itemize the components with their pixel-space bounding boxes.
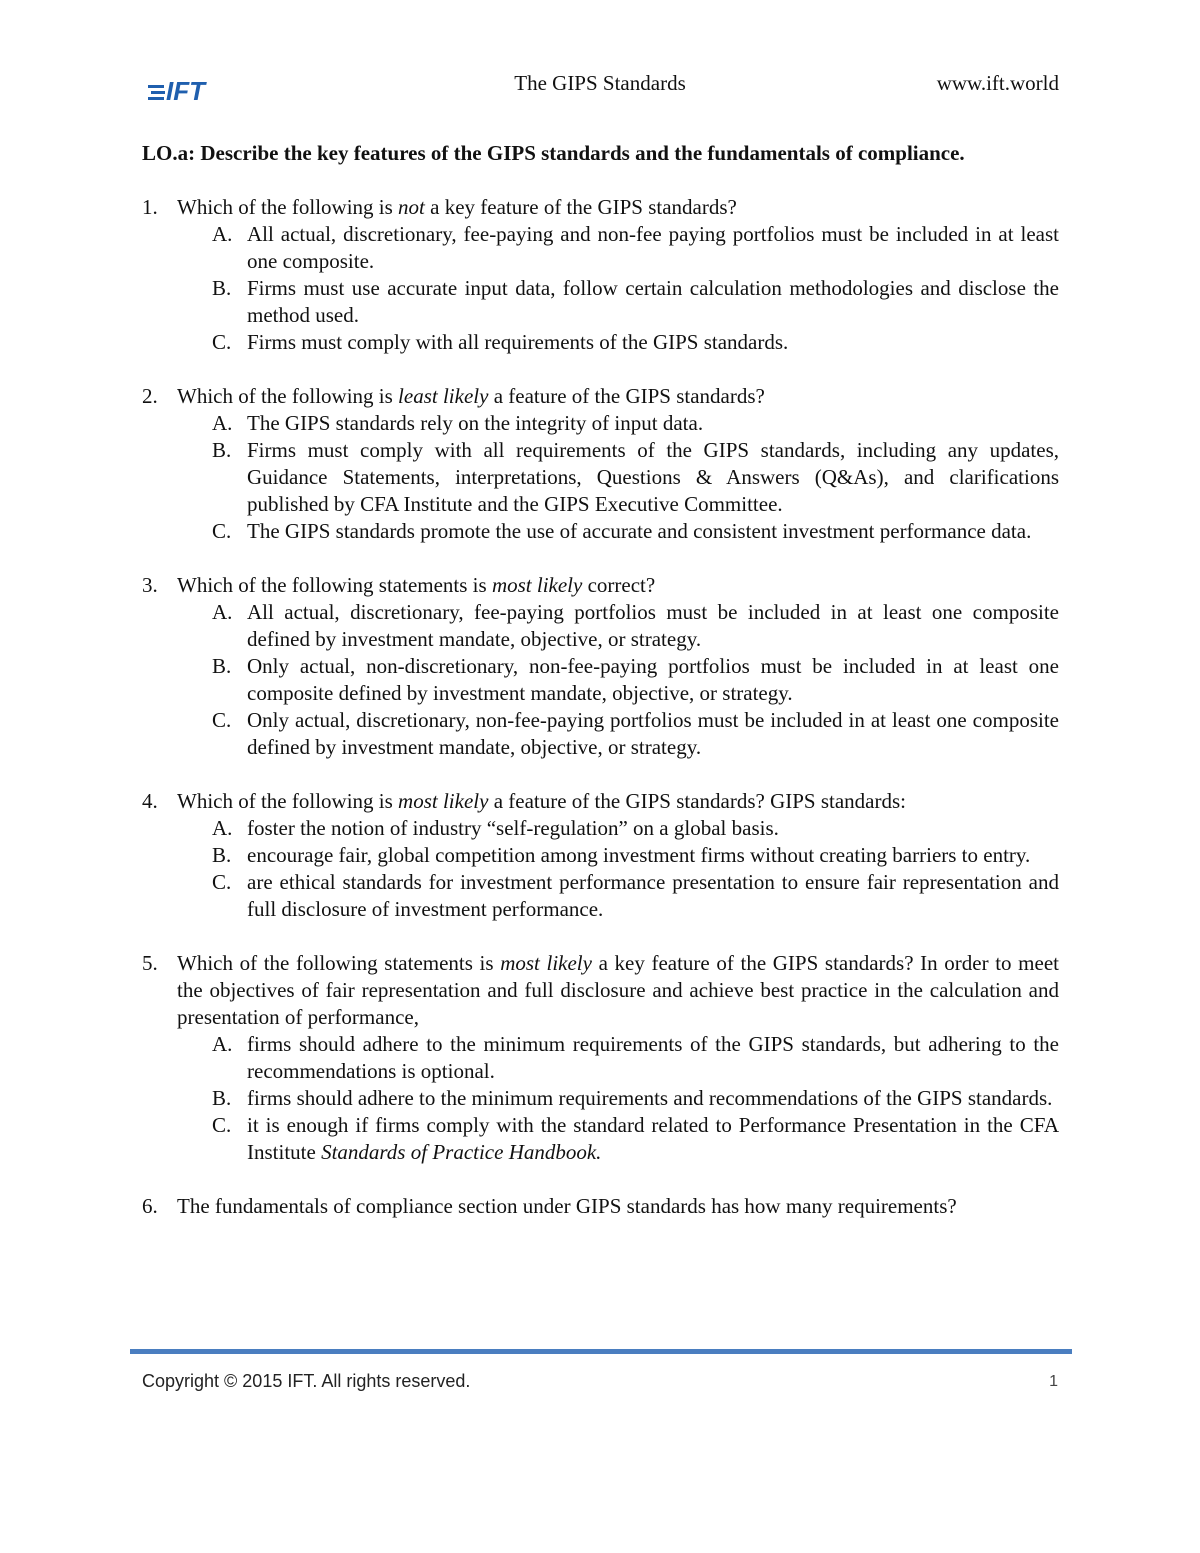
header-url: www.ift.world [936,71,1059,95]
question-list [142,194,1059,1220]
option-text [247,221,1059,275]
option-text [247,1112,1059,1166]
answer-option [212,518,1059,545]
question-text-post: a feature of the GIPS standards? [488,384,765,408]
option-text-main: encourage fair, global competition among investment firms without creating barriers to entry. [247,843,1031,867]
option-label: C. [212,870,232,894]
option-label: A. [212,222,233,246]
question-stem [142,572,1059,599]
question-text [177,383,1059,410]
question-text-post: correct? [582,573,656,597]
answer-option [212,1031,1059,1085]
option-text [247,1031,1059,1085]
option-text [247,815,1059,842]
option-text-main: Firms must use accurate input data, follow certain calculation methodologies and disclose the method used. [247,276,1059,327]
option-label: B. [212,438,232,462]
option-text-emphasis: Standards of Practice Handbook. [321,1140,602,1164]
option-text-main: Firms must comply with all requirements of the GIPS standards, including any updates, Guidance Statements, interpretations, Questions & Answers (Q&As), and clarifications published by CFA Institute and the GIPS Executive Committee. [247,438,1059,516]
question-5 [142,950,1059,1166]
question-stem [142,383,1059,410]
question-text [177,1193,1059,1220]
answer-option [212,842,1059,869]
question-stem [142,194,1059,221]
question-number: 4. [142,789,158,813]
question-text-emphasis: most likely [500,951,592,975]
answer-option [212,707,1059,761]
question-text-emphasis: least likely [398,384,489,408]
answer-option [212,1085,1059,1112]
question-text-pre: Which of the following is [177,195,399,219]
answer-option [212,221,1059,275]
option-text-main: Only actual, discretionary, non-fee-paying portfolios must be included in at least one composite defined by investment mandate, objective, or strategy. [247,708,1059,759]
question-text-post: a key feature of the GIPS standards? In order to meet the objectives of fair representation and full disclosure and achieve best practice in the calculation and presentation of performance, [177,951,1059,1029]
question-text-post: a key feature of the GIPS standards? [424,195,737,219]
option-text-main: are ethical standards for investment performance presentation to ensure fair representation and full disclosure of investment performance. [247,870,1059,921]
question-text [177,788,1059,815]
question-stem [142,788,1059,815]
question-text [177,572,1059,599]
option-label: B. [212,276,232,300]
option-label: B. [212,843,232,867]
answer-option [212,275,1059,329]
option-text [247,275,1059,329]
option-label: B. [212,1086,232,1110]
question-text [177,194,1059,221]
answer-option [212,1112,1059,1166]
answer-option [212,437,1059,518]
question-number: 6. [142,1194,158,1218]
answer-option [212,869,1059,923]
option-text-main: firms should adhere to the minimum requirements of the GIPS standards, but adhering to the recommendations is optional. [247,1032,1059,1083]
option-text [247,707,1059,761]
option-text [247,599,1059,653]
option-label: A. [212,816,233,840]
question-2 [142,383,1059,545]
header-title: The GIPS Standards [514,71,686,95]
answer-option [212,410,1059,437]
question-number: 5. [142,951,158,975]
question-text-post: a feature of the GIPS standards? GIPS standards: [488,789,907,813]
question-3 [142,572,1059,761]
question-4 [142,788,1059,923]
option-text-main: All actual, discretionary, fee-paying and non-fee paying portfolios must be included in at least one composite. [247,222,1059,273]
question-text-pre: Which of the following statements is [177,573,492,597]
question-6 [142,1193,1059,1220]
option-label: C. [212,708,232,732]
option-text [247,653,1059,707]
question-number: 3. [142,573,158,597]
option-text [247,518,1059,545]
question-number: 2. [142,384,158,408]
option-text-main: firms should adhere to the minimum requirements and recommendations of the GIPS standards. [247,1086,1053,1110]
option-label: B. [212,654,232,678]
option-text-main: All actual, discretionary, fee-paying portfolios must be included in at least one composite defined by investment mandate, objective, or strategy. [247,600,1059,651]
option-label: C. [212,519,232,543]
question-text-pre: Which of the following is [177,384,399,408]
answer-option [212,815,1059,842]
option-text-main: The GIPS standards rely on the integrity of input data. [247,411,704,435]
question-text-emphasis: most likely [491,573,583,597]
option-text [247,842,1059,869]
option-text [247,869,1059,923]
question-1 [142,194,1059,356]
question-text [177,950,1059,1031]
question-text-pre: Which of the following statements is [177,951,501,975]
option-text-main: it is enough if firms comply with the standard related to Performance Presentation in the CFA Institute [247,1113,1059,1164]
footer-rule [130,1349,1072,1354]
logo-text: IFT [166,76,205,104]
option-text [247,1085,1059,1112]
question-text-pre: The fundamentals of compliance section under GIPS standards has how many requirements? [177,1194,957,1218]
question-text-emphasis: not [398,195,425,219]
lo-heading: LO.a: Describe the key features of the GIPS standards and the fundamentals of compliance. [142,141,965,165]
question-number: 1. [142,195,158,219]
option-label: A. [212,600,233,624]
option-text-main: Only actual, non-discretionary, non-fee-paying portfolios must be included in at least one composite defined by investment mandate, objective, or strategy. [247,654,1059,705]
question-stem [142,950,1059,1031]
answer-option [212,329,1059,356]
option-label: A. [212,1032,233,1056]
option-label: C. [212,330,232,354]
answer-option [212,653,1059,707]
option-text-main: The GIPS standards promote the use of accurate and consistent investment performance data. [247,519,1032,543]
option-text [247,410,1059,437]
question-text-pre: Which of the following is [177,789,399,813]
question-sheet [142,140,1059,1220]
page-number: 1 [1049,1373,1058,1390]
copyright-text: Copyright © 2015 IFT. All rights reserved. [142,1371,471,1391]
option-label: C. [212,1113,232,1137]
answer-option [212,599,1059,653]
question-stem [142,1193,1059,1220]
option-text-main: Firms must comply with all requirements of the GIPS standards. [247,330,789,354]
option-text [247,329,1059,356]
option-text [247,437,1059,518]
option-text-main: foster the notion of industry “self-regulation” on a global basis. [247,816,779,840]
question-text-emphasis: most likely [398,789,489,813]
option-label: A. [212,411,233,435]
